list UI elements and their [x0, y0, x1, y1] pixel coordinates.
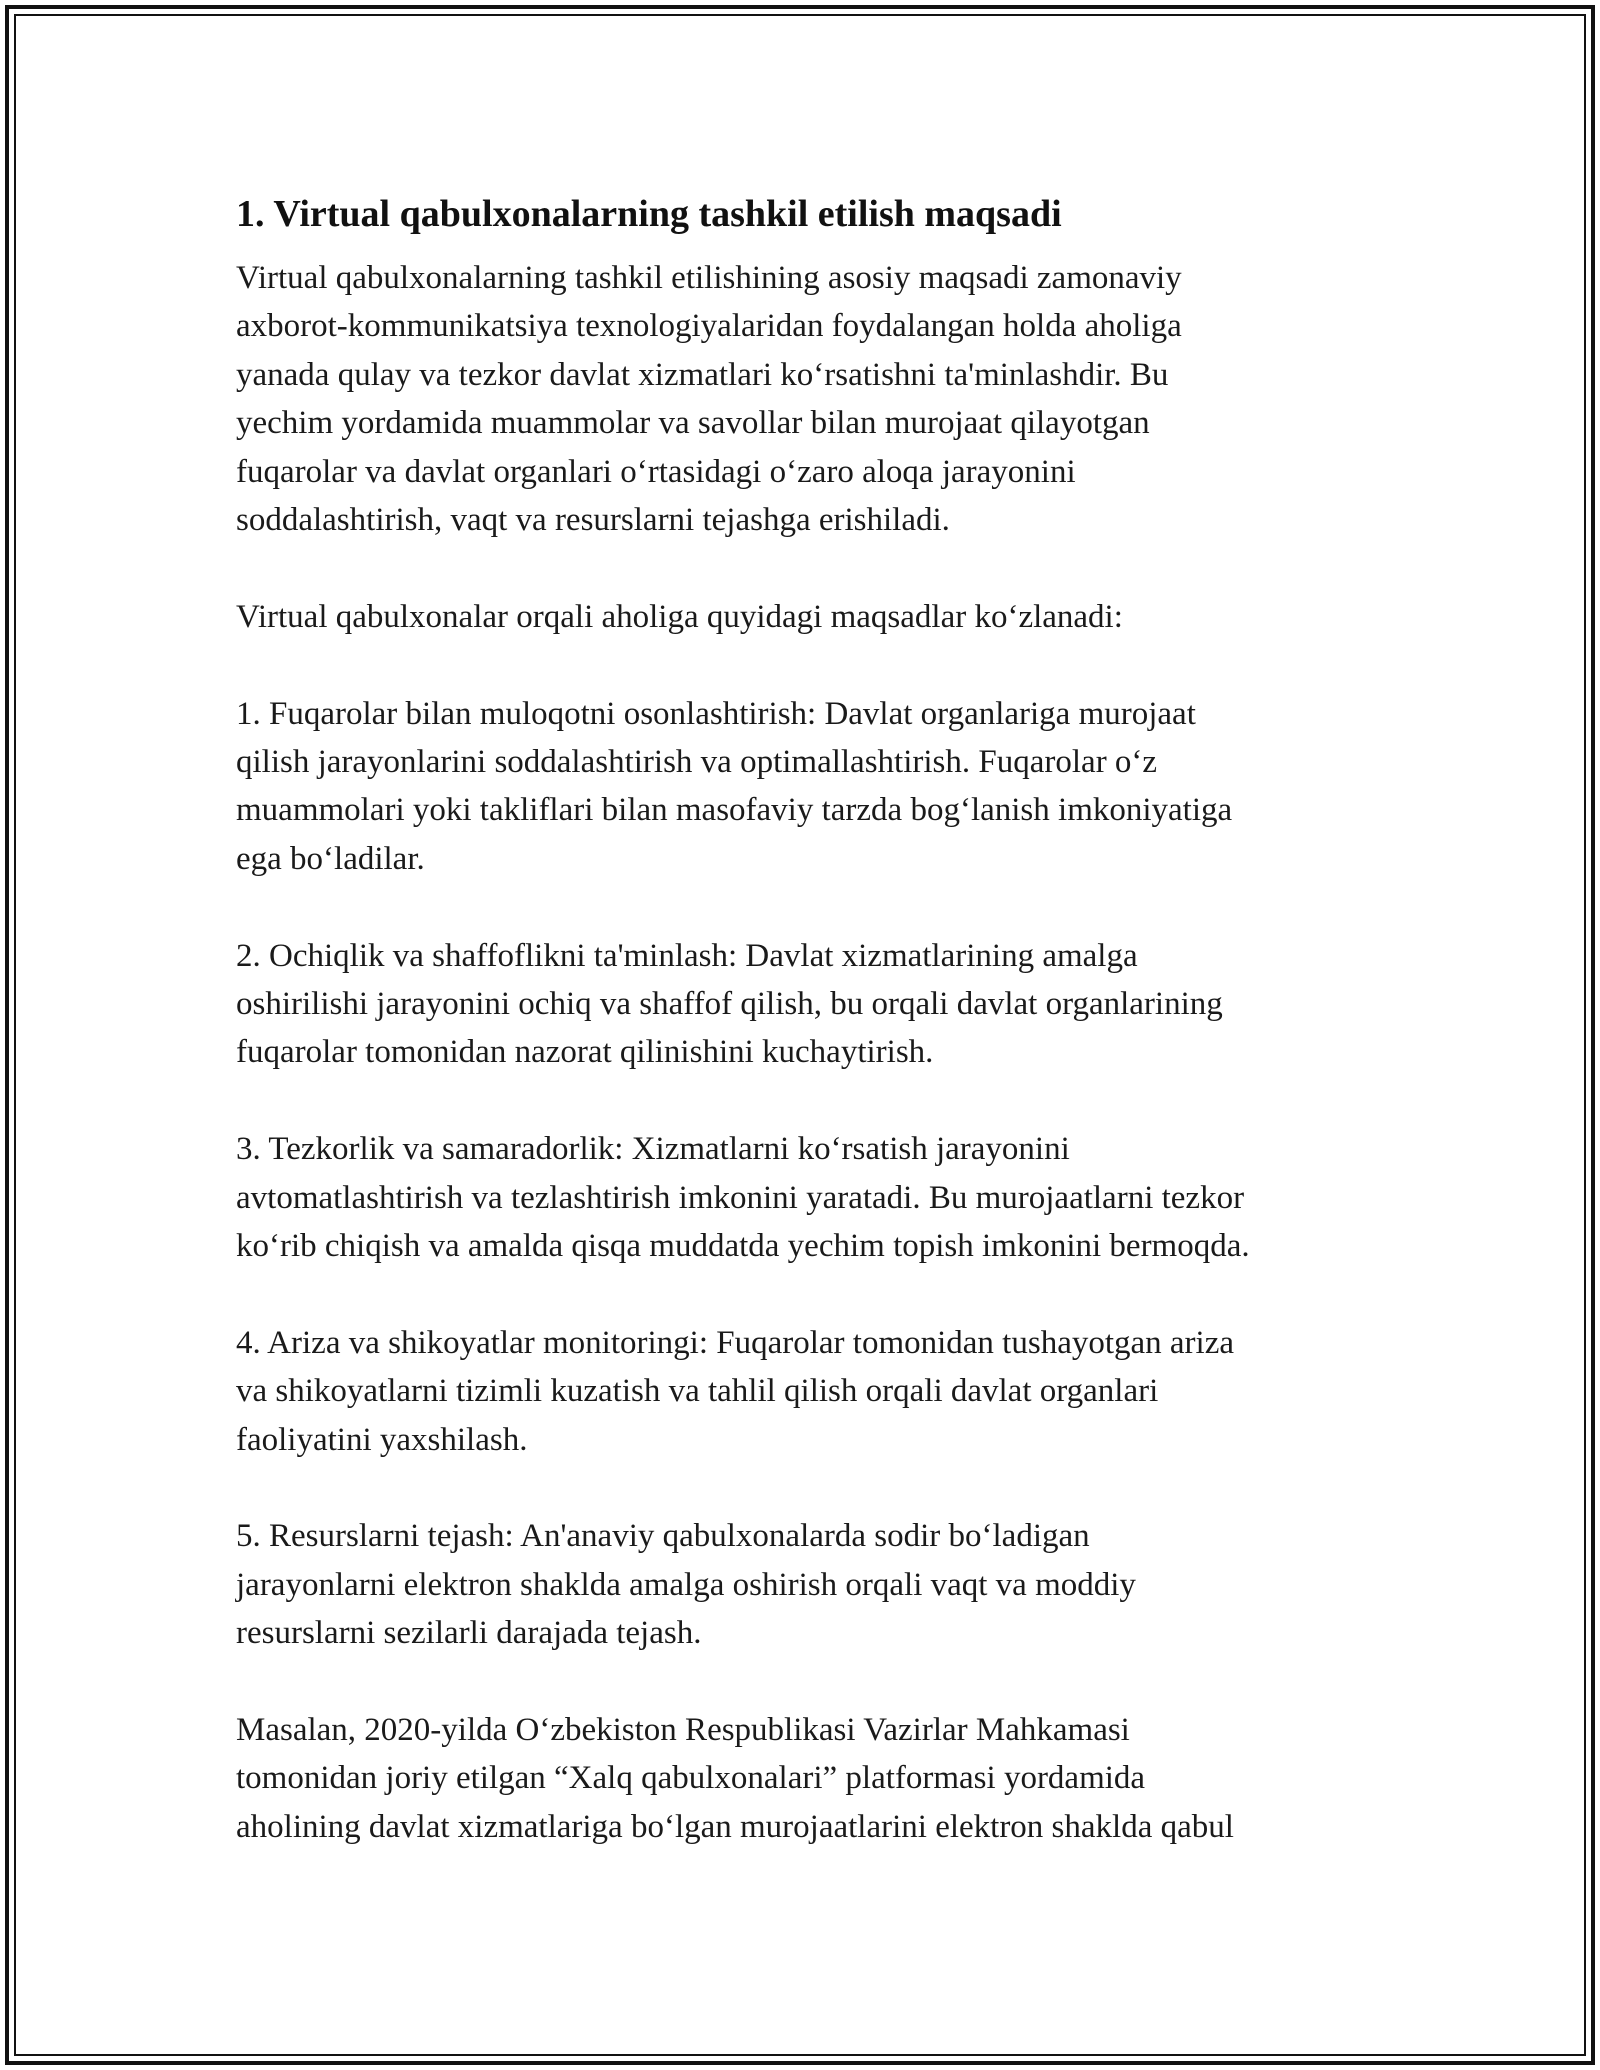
list-item-2 — [236, 932, 1376, 1077]
list-item-line: fuqarolar tomonidan nazorat qilinishini kuchaytirish. — [236, 1034, 934, 1071]
list-item-line: muammolari yoki takliflari bilan masofaviy tarzda bogʻlanish imkoniyatiga — [236, 792, 1233, 829]
list-item-line: resurslarni sezilarli darajada tejash. — [236, 1615, 702, 1652]
list-item-1 — [236, 690, 1376, 884]
list-item-5 — [236, 1512, 1376, 1657]
intro-line: soddalashtirish, vaqt va resurslarni tejashga erishiladi. — [236, 502, 950, 539]
list-item-line: avtomatlashtirish va tezlashtirish imkonini yaratadi. Bu murojaatlarni tezkor — [236, 1179, 1245, 1216]
intro-line: yechim yordamida muammolar va savollar bilan murojaat qilayotgan — [236, 405, 1150, 442]
spacer — [236, 544, 1376, 592]
intro-line: fuqarolar va davlat organlari oʻrtasidagi oʻzaro aloqa jarayonini — [236, 453, 1076, 490]
list-item-line: faoliyatini yaxshilash. — [236, 1421, 528, 1458]
example-line: Masalan, 2020-yilda Oʻzbekiston Respublikasi Vazirlar Mahkamasi — [236, 1712, 1130, 1749]
spacer — [236, 1658, 1376, 1706]
spacer — [236, 242, 1376, 254]
list-item-3 — [236, 1125, 1376, 1270]
list-item-line: koʻrib chiqish va amalda qisqa muddatda yechim topish imkonini bermoqda. — [236, 1228, 1250, 1265]
intro-line: axborot-kommunikatsiya texnologiyalaridan foydalangan holda aholiga — [236, 308, 1182, 345]
list-item-line: 5. Resurslarni tejash: An'anaviy qabulxonalarda sodir boʻladigan — [236, 1518, 1090, 1555]
list-item-line: 2. Ochiqlik va shaffoflikni ta'minlash: Davlat xizmatlarining amalga — [236, 937, 1138, 974]
list-item-line: va shikoyatlarni tizimli kuzatish va tahlil qilish orqali davlat organlari — [236, 1373, 1159, 1410]
intro-paragraph — [236, 254, 1376, 544]
goals-intro: Virtual qabulxonalar orqali aholiga quyidagi maqsadlar koʻzlanadi: — [236, 598, 1123, 635]
example-line: tomonidan joriy etilgan “Xalq qabulxonalari” platformasi yordamida — [236, 1760, 1146, 1797]
example-paragraph — [236, 1706, 1376, 1851]
list-item-4 — [236, 1319, 1376, 1464]
section-heading: 1. Virtual qabulxonalarning tashkil etilish maqsadi — [236, 193, 1062, 235]
intro-line: yanada qulay va tezkor davlat xizmatlari koʻrsatishni ta'minlashdir. Bu — [236, 356, 1169, 393]
spacer — [236, 1464, 1376, 1512]
list-item-line: oshirilishi jarayonini ochiq va shaffof qilish, bu orqali davlat organlarining — [236, 986, 1223, 1023]
spacer — [236, 1270, 1376, 1318]
list-item-line: 3. Tezkorlik va samaradorlik: Xizmatlarni koʻrsatish jarayonini — [236, 1131, 1070, 1168]
document-body — [236, 186, 1376, 1851]
example-line: aholining davlat xizmatlariga boʻlgan murojaatlarini elektron shaklda qabul — [236, 1808, 1234, 1845]
list-item-line: ega boʻladilar. — [236, 840, 425, 877]
intro-line: Virtual qabulxonalarning tashkil etilishining asosiy maqsadi zamonaviy — [236, 260, 1182, 296]
list-item-line: qilish jarayonlarini soddalashtirish va optimallashtirish. Fuqarolar oʻz — [236, 744, 1158, 781]
spacer — [236, 641, 1376, 689]
spacer — [236, 883, 1376, 931]
list-item-line: 4. Ariza va shikoyatlar monitoringi: Fuqarolar tomonidan tushayotgan ariza — [236, 1324, 1235, 1361]
spacer — [236, 1077, 1376, 1125]
list-item-line: 1. Fuqarolar bilan muloqotni osonlashtirish: Davlat organlariga murojaat — [236, 695, 1196, 732]
list-item-line: jarayonlarni elektron shaklda amalga oshirish orqali vaqt va moddiy — [236, 1566, 1136, 1603]
